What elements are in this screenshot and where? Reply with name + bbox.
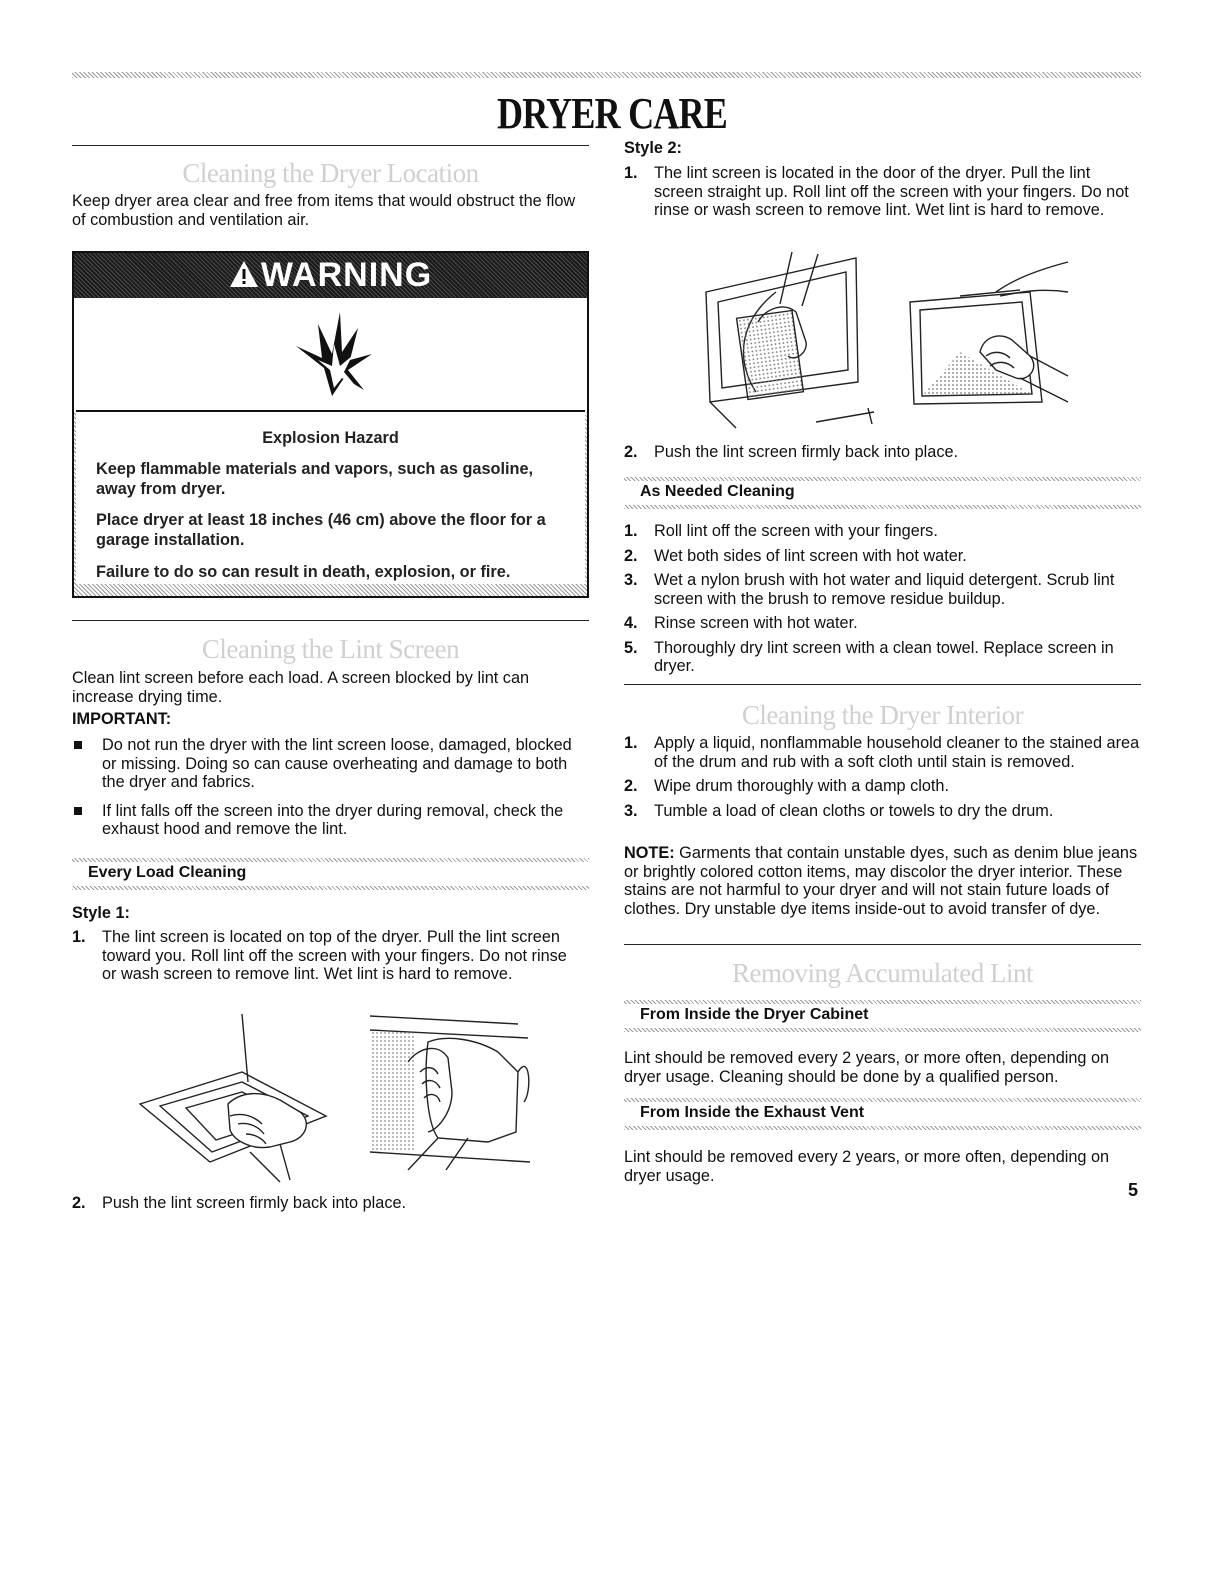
section-rule [624, 944, 1141, 945]
list-item: 2. Push the lint screen firmly back into place. [72, 1194, 407, 1212]
style2-step1 [624, 164, 1136, 226]
bullet-square-icon [74, 741, 82, 749]
warning-label: WARNING [260, 256, 433, 294]
list-item: 4. Rinse screen with hot water. [624, 614, 858, 632]
list-item: 2. Wet both sides of lint screen with hot water. [624, 546, 967, 565]
warning-body-inner [76, 412, 585, 584]
warning-header-text [74, 256, 587, 295]
cabinet-text: Lint should be removed every 2 years, or more often, depending on dryer usage. Cleaning should be done by a qualified person. [624, 1049, 1110, 1086]
list-item: 5. Thoroughly dry lint screen with a clean towel. Replace screen in dryer. [624, 638, 1114, 675]
note-text: Garments that contain unstable dyes, such as denim blue jeans or brightly colored cotton items, may discolor the dryer interior. These stains are not harmful to your dryer and will not stain future loads of clothes. Dry unstable dye items inside-out to avoid transfer of dye. [624, 844, 1138, 918]
style1-steps [72, 928, 584, 990]
as-needed-label: As Needed Cleaning [640, 483, 795, 500]
style1-illustration-pull [130, 1012, 330, 1187]
warning-line-3: Failure to do so can result in death, explosion, or fire. [96, 563, 511, 581]
style2-illustration-roll [900, 252, 1072, 412]
section-heading-dryer-interior: Cleaning the Dryer Interior [741, 700, 1024, 730]
important-label: IMPORTANT: [72, 710, 172, 728]
section-rule [72, 620, 589, 621]
page-title: DRYER CARE [496, 89, 728, 138]
warning-box [72, 251, 589, 598]
warning-line-2: Place dryer at least 18 inches (46 cm) above the floor for a garage installation. [96, 511, 546, 549]
vent-text: Lint should be removed every 2 years, or more often, depending on dryer usage. [624, 1148, 1110, 1185]
style1-step2 [72, 1194, 584, 1219]
interior-steps [624, 734, 1140, 826]
top-decorative-strip [72, 72, 1141, 78]
bullet-square-icon [74, 807, 82, 815]
list-item: If lint falls off the screen into the dryer during removal, check the exhaust hood and remove the lint. [72, 802, 587, 839]
warning-body [74, 412, 587, 596]
section-heading-lint-screen: Cleaning the Lint Screen [201, 634, 460, 664]
list-item: 1. The lint screen is located in the door of the dryer. Pull the lint screen straight up. Roll lint off the screen with your fingers. Do not rinse or wash screen to remove lint. Wet lint is hard to remove. [624, 164, 1129, 219]
subsection-band-exhaust-vent [624, 1098, 1141, 1130]
interior-note [624, 844, 1140, 918]
list-item: 2. Wipe drum thoroughly with a damp cloth. [624, 777, 950, 795]
list-item: 1. Apply a liquid, nonflammable household cleaner to the stained area of the drum and rub with a soft cloth until stain is removed. [624, 734, 1140, 771]
style1-label: Style 1: [72, 904, 130, 922]
subsection-band-cabinet [624, 1000, 1141, 1032]
as-needed-steps [624, 522, 1136, 682]
style1-illustration-roll [368, 1012, 540, 1172]
list-item: Do not run the dryer with the lint screen loose, damaged, blocked or missing. Doing so can cause overheating and damage to both the dryer and fabrics. [72, 736, 587, 792]
lint-text: Clean lint screen before each load. A screen blocked by lint can increase drying time. [72, 669, 530, 706]
hazard-icon-area [76, 298, 585, 412]
section-rule [624, 684, 1141, 685]
style2-illustration-door [696, 252, 886, 430]
section-heading-dryer-location: Cleaning the Dryer Location [182, 158, 479, 188]
style2-step2 [624, 443, 1136, 468]
page-number: 5 [1128, 1180, 1139, 1200]
every-load-label: Every Load Cleaning [88, 864, 247, 881]
warning-line-1: Keep flammable materials and vapors, such as gasoline, away from dryer. [96, 460, 534, 498]
note-label: NOTE: [624, 844, 675, 862]
section-rule [72, 145, 589, 146]
important-bullets [72, 736, 587, 849]
warning-triangle-icon [229, 260, 259, 288]
list-item: 3. Wet a nylon brush with hot water and liquid detergent. Scrub lint screen with the brush to remove residue buildup. [624, 571, 1115, 608]
section-heading-accumulated-lint: Removing Accumulated Lint [732, 958, 1033, 988]
subsection-band-every-load [72, 858, 589, 890]
list-item: 2. Push the lint screen firmly back into place. [624, 443, 959, 461]
style2-label: Style 2: [624, 139, 682, 157]
subsection-band-as-needed [624, 477, 1141, 509]
explosion-icon [288, 308, 378, 398]
hazard-title: Explosion Hazard [262, 429, 399, 447]
list-item: 1. Roll lint off the screen with your fingers. [624, 522, 938, 540]
location-text: Keep dryer area clear and free from items that would obstruct the flow of combustion and ventilation air. [72, 192, 576, 229]
cabinet-label: From Inside the Dryer Cabinet [640, 1006, 869, 1023]
list-item: 3. Tumble a load of clean cloths or towels to dry the drum. [624, 801, 1054, 820]
list-item: 1. The lint screen is located on top of the dryer. Pull the lint screen toward you. Roll lint off the screen with your fingers. Do not rinse or wash screen to remove lint. Wet lint is hard to remove. [72, 928, 567, 983]
vent-label: From Inside the Exhaust Vent [640, 1104, 865, 1121]
warning-header [74, 253, 587, 298]
